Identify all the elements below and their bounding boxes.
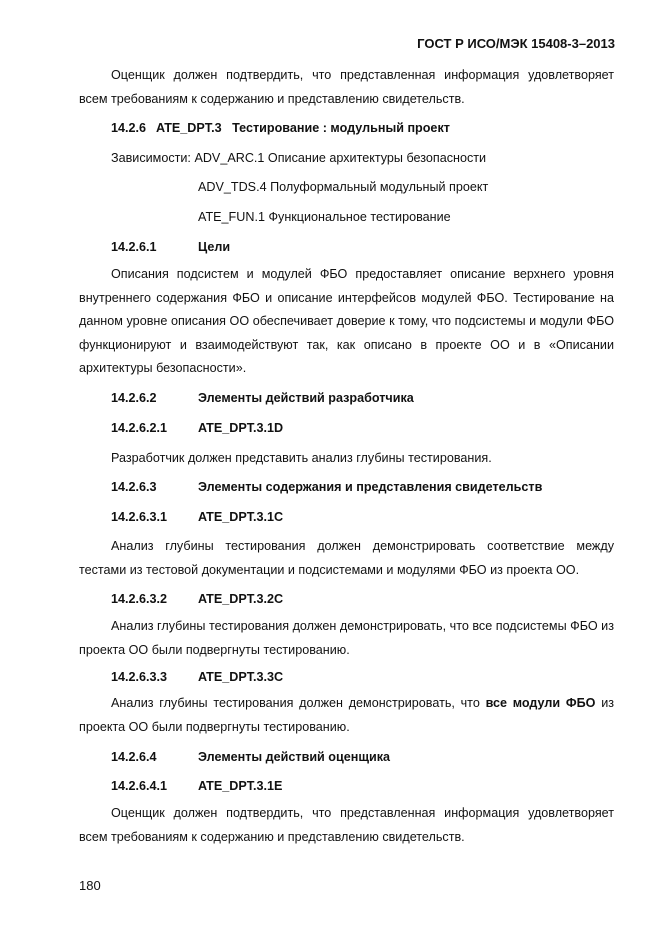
standard-header: ГОСТ Р ИСО/МЭК 15408-3–2013 (417, 36, 615, 51)
heading-14-2-6 (111, 121, 450, 135)
heading-14-2-6-3-1 (111, 510, 283, 524)
section-code: ATE_DPT.3 (156, 121, 222, 135)
text-segment: из проекта ОО были подвергнуты тестированию. (79, 696, 615, 734)
section-title: Тестирование : модульный проект (232, 121, 450, 135)
dependencies-label: Зависимости: (111, 151, 191, 165)
dependency-item: ATE_FUN.1 Функциональное тестирование (198, 210, 451, 224)
heading-14-2-6-3 (111, 480, 542, 494)
section-number: 14.2.6.2 (111, 391, 157, 405)
emphasis-text: все модули ФБО (485, 696, 596, 710)
dependency-item: ADV_ARC.1 Описание архитектуры безопасности (194, 151, 487, 165)
section-number: 14.2.6.4.1 (111, 779, 168, 793)
page-number: 180 (79, 878, 101, 893)
heading-14-2-6-2 (111, 391, 414, 405)
evaluator-paragraph: Оценщик должен подтвердить, что представленная информация удовлетворяет всем требованиям к содержанию и представлению свидетельств. (79, 806, 614, 844)
section-title: ATE_DPT.3.2C (198, 592, 284, 606)
section-title: ATE_DPT.3.1E (198, 779, 283, 793)
dependencies-line-1 (111, 151, 486, 165)
heading-14-2-6-3-2 (111, 592, 283, 606)
text-segment: Анализ глубины тестирования должен демонстрировать, что (111, 696, 486, 710)
content-paragraph-3c (79, 692, 614, 739)
section-number: 14.2.6.3.3 (111, 670, 168, 684)
section-title: ATE_DPT.3.1D (198, 421, 284, 435)
developer-paragraph: Разработчик должен представить анализ глубины тестирования. (111, 451, 492, 465)
section-title: Элементы действий разработчика (198, 391, 414, 405)
content-paragraph-2c: Анализ глубины тестирования должен демонстрировать, что все подсистемы ФБО из проекта ОО были подвергнуты тестированию. (79, 619, 614, 657)
section-title: Элементы содержания и представления свидетельств (198, 480, 543, 494)
section-number: 14.2.6.3.1 (111, 510, 168, 524)
section-title: Цели (198, 240, 231, 254)
intro-paragraph: Оценщик должен подтвердить, что представленная информация удовлетворяет всем требованиям к содержанию и представлению свидетельств. (79, 68, 614, 106)
heading-14-2-6-1 (111, 240, 230, 254)
section-number: 14.2.6.3 (111, 480, 157, 494)
section-title: ATE_DPT.3.3C (198, 670, 284, 684)
content-paragraph-1c: Анализ глубины тестирования должен демонстрировать соответствие между тестами из тестовой документации и подсистемами и модулями ФБО из проекта ОО. (79, 539, 614, 577)
section-title: ATE_DPT.3.1C (198, 510, 284, 524)
section-title: Элементы действий оценщика (198, 750, 391, 764)
heading-14-2-6-4-1 (111, 779, 282, 793)
section-number: 14.2.6.2.1 (111, 421, 168, 435)
heading-14-2-6-3-3 (111, 670, 283, 684)
heading-14-2-6-4 (111, 750, 390, 764)
section-number: 14.2.6.1 (111, 240, 157, 254)
dependency-item: ADV_TDS.4 Полуформальный модульный проект (198, 180, 489, 194)
section-number: 14.2.6.3.2 (111, 592, 168, 606)
heading-14-2-6-2-1 (111, 421, 283, 435)
section-number: 14.2.6 (111, 121, 147, 135)
section-number: 14.2.6.4 (111, 750, 157, 764)
goals-paragraph: Описания подсистем и модулей ФБО предоставляет описание верхнего уровня внутреннего содержания ФБО и описание интерфейсов модулей ФБО. Тестирование на данном уровне описания ОО обеспечивает доверие к тому, что подсистемы и модули ФБО функционируют и взаимодействуют так, как описано в проекте ОО и в «Описании архитектуры безопасности». (79, 267, 614, 375)
